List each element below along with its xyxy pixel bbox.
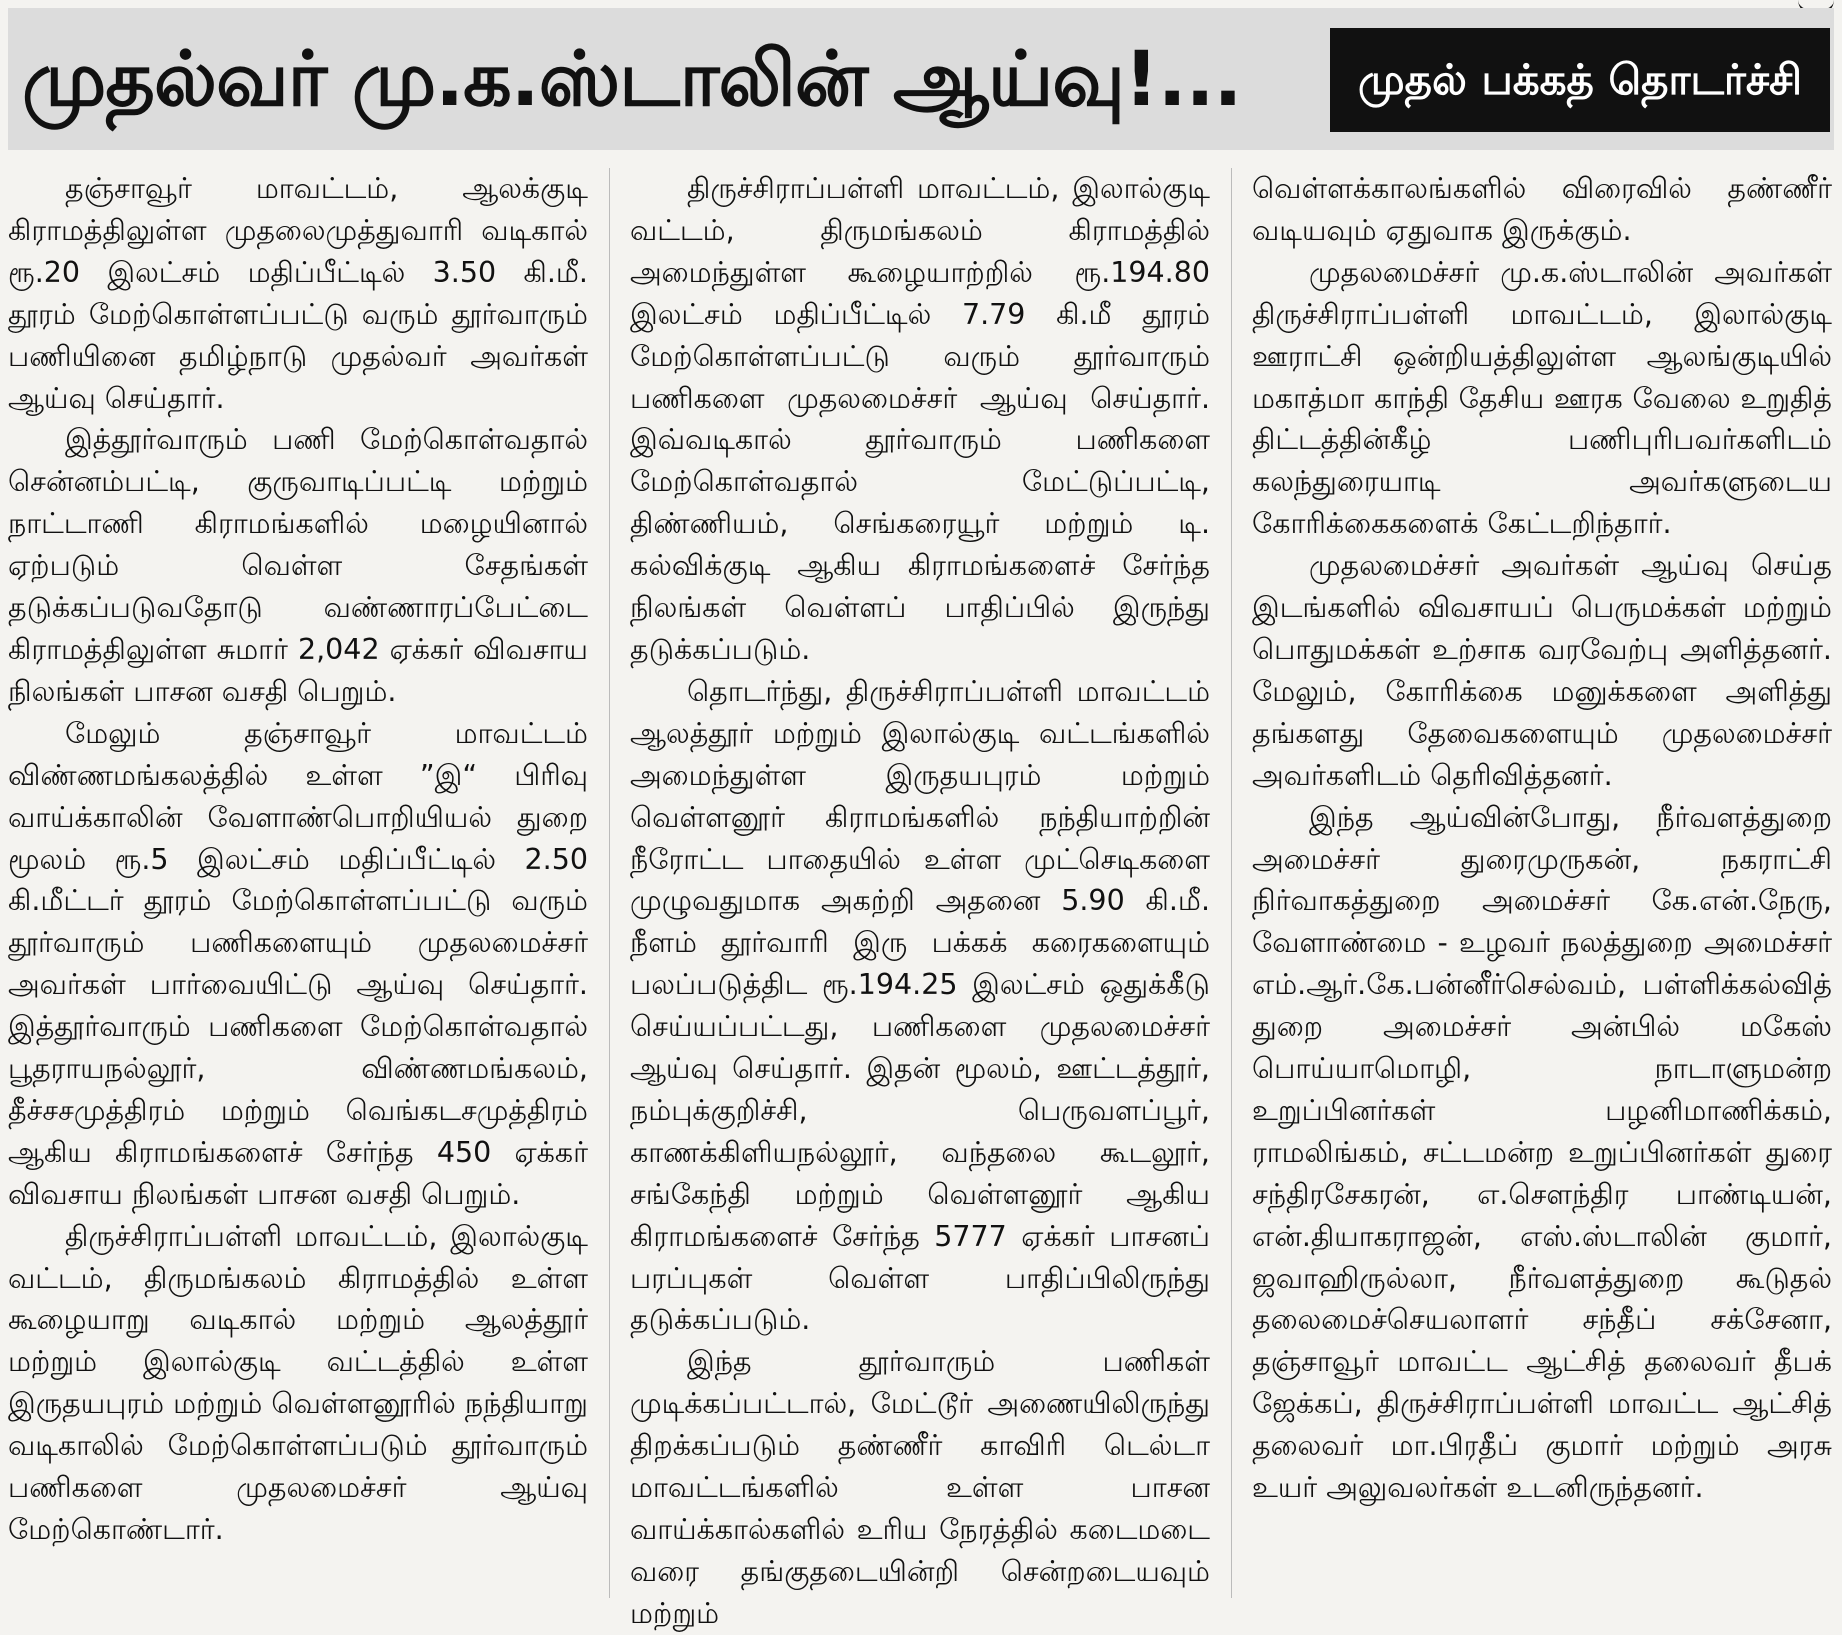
paragraph: இந்த ஆய்வின்போது, நீர்வளத்துறை அமைச்சர் துரைமுருகன், நகராட்சி நிர்வாகத்துறை அமைச்சர் கே.என்.நேரு, வேளாண்மை - உழவர் நலத்துறை அமைச்சர் எம்.ஆர்.கே.பன்னீர்செல்வம், பள்ளிக்கல்வித் துறை அமைச்சர் அன்பில் மகேஸ் பொய்யாமொழி, நாடாளுமன்ற உறுப்பினர்கள் பழனிமாணிக்கம், ராமலிங்கம், சட்டமன்ற உறுப்பினர்கள் துரை சந்திரசேகரன், எ.சௌந்திர பாண்டியன், என்.தியாகராஜன், எஸ்.ஸ்டாலின் குமார், ஜவாஹிருல்லா, நீர்வளத்துறை கூடுதல் தலைமைச்செயலாளர் சந்தீப் சக்சேனா, தஞ்சாவூர் மாவட்ட ஆட்சித் தலைவர் தீபக் ஜேக்கப், திருச்சிராப்பள்ளி மாவட்ட ஆட்சித் தலைவர் மா.பிரதீப் குமார் மற்றும் அரசு உயர் அலுவலர்கள் உடனிருந்தனர். [1252,800,1832,1505]
paragraph: மேலும் தஞ்சாவூர் மாவட்டம் விண்ணமங்கலத்தில் உள்ள ”இ“ பிரிவு வாய்க்காலின் வேளாண்பொறியியல் துறை மூலம் ரூ.5 இலட்சம் மதிப்பீட்டில் 2.50 கி.மீட்டர் தூரம் மேற்கொள்ளப்பட்டு வரும் தூர்வாரும் பணிகளையும் முதலமைச்சர் அவர்கள் பார்வையிட்டு ஆய்வு செய்தார். இத்தூர்வாரும் பணிகளை மேற்கொள்வதால் பூதராயநல்லூர், விண்ணமங்கலம், தீச்சசமுத்திரம் மற்றும் வெங்கடசமுத்திரம் ஆகிய கிராமங்களைச் சேர்ந்த 450 ஏக்கர் விவசாய நிலங்கள் பாசன வசதி பெறும். [8,716,588,1211]
continued-from-front-page-label: முதல் பக்கத் தொடர்ச்சி [1330,28,1830,132]
paragraph: வெள்ளக்காலங்களில் விரைவில் தண்ணீர் வடியவும் ஏதுவாக இருக்கும். [1252,172,1832,247]
article-column-2 [630,168,1210,1630]
paragraph: தொடர்ந்து, திருச்சிராப்பள்ளி மாவட்டம் ஆலத்தூர் மற்றும் இலால்குடி வட்டங்களில் அமைந்துள்ள இருதயபுரம் மற்றும் வெள்ளனூர் கிராமங்களில் நந்தியாற்றின் நீரோட்ட பாதையில் உள்ள முட்செடிகளை முழுவதுமாக அகற்றி அதனை 5.90 கி.மீ. நீளம் தூர்வாரி இரு பக்கக் கரைகளையும் பலப்படுத்திட ரூ.194.25 இலட்சம் ஒதுக்கீடு செய்யப்பட்டது, பணிகளை முதலமைச்சர் ஆய்வு செய்தார். இதன் மூலம், ஊட்டத்தூர், நம்புக்குறிச்சி, பெருவளப்பூர், காணக்கிளியநல்லூர், வந்தலை கூடலூர், சங்கேந்தி மற்றும் வெள்ளனூர் ஆகிய கிராமங்களைச் சேர்ந்த 5777 ஏக்கர் பாசனப் பரப்புகள் வெள்ள பாதிப்பிலிருந்து தடுக்கப்படும். [630,674,1210,1337]
paragraph: தஞ்சாவூர் மாவட்டம், ஆலக்குடி கிராமத்திலுள்ள முதலைமுத்துவாரி வடிகால் ரூ.20 இலட்சம் மதிப்பீட்டில் 3.50 கி.மீ. தூரம் மேற்கொள்ளப்பட்டு வரும் தூர்வாரும் பணியினை தமிழ்நாடு முதல்வர் அவர்கள் ஆய்வு செய்தார். [8,172,588,415]
headline: முதல்வர் மு.க.ஸ்டாலின் ஆய்வு!... [22,34,1242,123]
article-body [8,168,1834,1630]
paragraph: முதலமைச்சர் அவர்கள் ஆய்வு செய்த இடங்களில் விவசாயப் பெருமக்கள் மற்றும் பொதுமக்கள் உற்சாக வரவேற்பு அளித்தனர். மேலும், கோரிக்கை மனுக்களை அளித்து தங்களது தேவைகளையும் முதலமைச்சர் அவர்களிடம் தெரிவித்தனர். [1252,549,1832,792]
paragraph: இத்தூர்வாரும் பணி மேற்கொள்வதால் சென்னம்பட்டி, குருவாடிப்பட்டி மற்றும் நாட்டாணி கிராமங்களில் மழையினால் ஏற்படும் வெள்ள சேதங்கள் தடுக்கப்படுவதோடு வண்ணாரப்பேட்டை கிராமத்திலுள்ள சுமார் 2,042 ஏக்கர் விவசாய நிலங்கள் பாசன வசதி பெறும். [8,423,588,708]
article-header [8,8,1834,150]
column-divider [609,168,610,1598]
paragraph: திருச்சிராப்பள்ளி மாவட்டம், இலால்குடி வட்டம், திருமங்கலம் கிராமத்தில் அமைந்துள்ள கூழையாற்றில் ரூ.194.80 இலட்சம் மதிப்பீட்டில் 7.79 கி.மீ தூரம் மேற்கொள்ளப்பட்டு வரும் தூர்வாரும் பணிகளை முதலமைச்சர் ஆய்வு செய்தார். இவ்வடிகால் தூர்வாரும் பணிகளை மேற்கொள்வதால் மேட்டுப்பட்டி, திண்ணியம், செங்கரையூர் மற்றும் டி. கல்விக்குடி ஆகிய கிராமங்களைச் சேர்ந்த நிலங்கள் வெள்ளப் பாதிப்பில் இருந்து தடுக்கப்படும். [630,172,1210,666]
paragraph: இந்த தூர்வாரும் பணிகள் முடிக்கப்பட்டால், மேட்டூர் அணையிலிருந்து திறக்கப்படும் தண்ணீர் காவிரி டெல்டா மாவட்டங்களில் உள்ள பாசன வாய்க்கால்களில் உரிய நேரத்தில் கடைமடை வரை தங்குதடையின்றி சென்றடையவும் மற்றும் [630,1345,1210,1630]
paragraph: முதலமைச்சர் மு.க.ஸ்டாலின் அவர்கள் திருச்சிராப்பள்ளி மாவட்டம், இலால்குடி ஊராட்சி ஒன்றியத்திலுள்ள ஆலங்குடியில் மகாத்மா காந்தி தேசிய ஊரக வேலை உறுதித் திட்டத்தின்கீழ் பணிபுரிபவர்களிடம் கலந்துரையாடி அவர்களுடைய கோரிக்கைகளைக் கேட்டறிந்தார். [1252,255,1832,541]
column-divider [1231,168,1232,1598]
paragraph: திருச்சிராப்பள்ளி மாவட்டம், இலால்குடி வட்டம், திருமங்கலம் கிராமத்தில் உள்ள கூழையாறு வடிகால் மற்றும் ஆலத்தூர் மற்றும் இலால்குடி வட்டத்தில் உள்ள இருதயபுரம் மற்றும் வெள்ளனூரில் நந்தியாறு வடிகாலில் மேற்கொள்ளப்படும் தூர்வாரும் பணிகளை முதலமைச்சர் ஆய்வு மேற்கொண்டார். [8,1219,588,1546]
article-column-1 [8,168,588,1598]
article-column-3 [1252,168,1832,1598]
